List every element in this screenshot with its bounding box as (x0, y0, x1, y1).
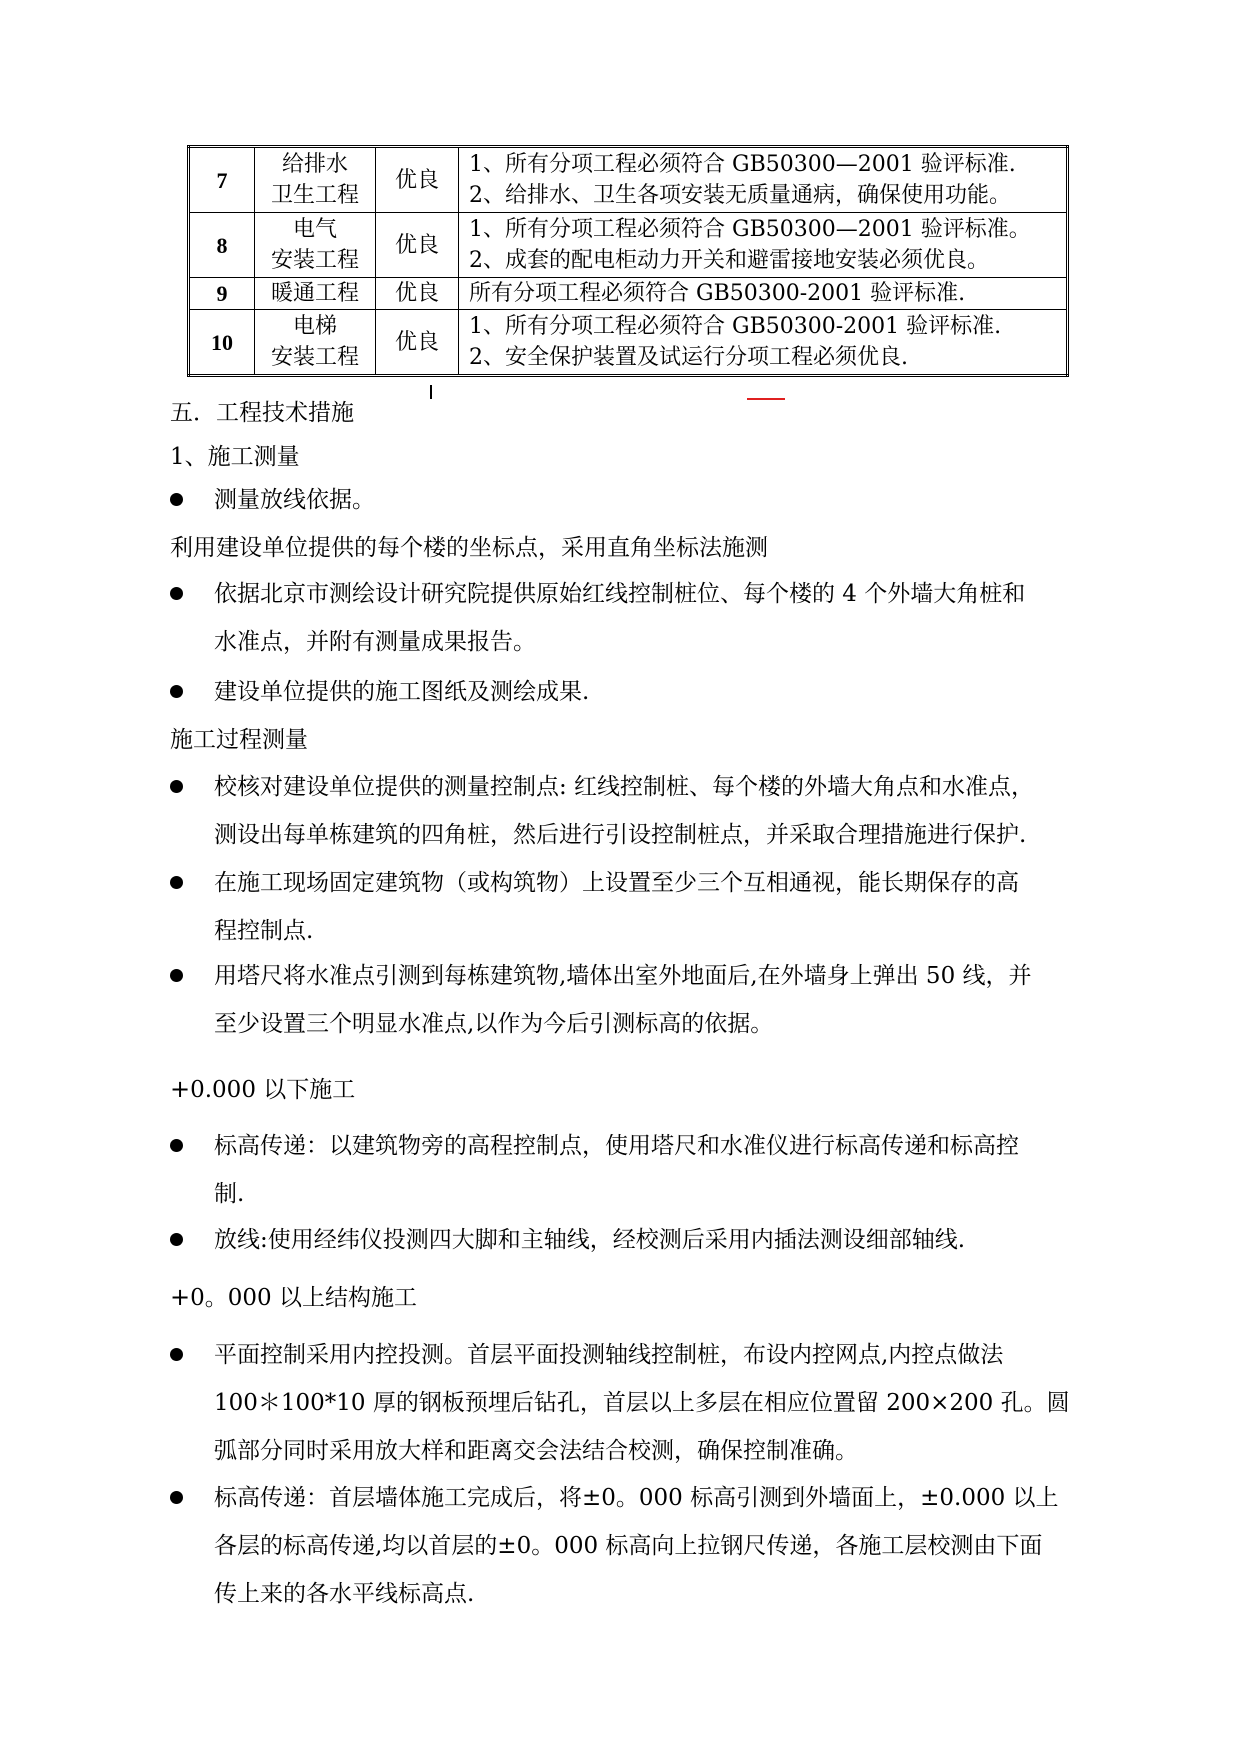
bullet-icon (170, 1348, 183, 1361)
bullet-icon (170, 876, 183, 889)
item-name: 电梯 安装工程 (255, 310, 376, 376)
text-cursor-mark (430, 385, 432, 399)
quality-grade: 优良 (376, 310, 459, 376)
requirement-text: 所有分项工程必须符合 GB50300-2001 验评标准. (459, 278, 1068, 310)
bullet-text: 测量放线依据。 (214, 487, 375, 513)
bullet-icon (170, 1491, 183, 1504)
sub-heading: +0。000 以上结构施工 (170, 1283, 417, 1311)
requirement-text: 1、所有分项工程必须符合 GB50300—2001 验评标准. 2、给排水、卫生各项安装无质量通病，确保使用功能。 (459, 147, 1068, 213)
quality-grade: 优良 (376, 278, 459, 310)
bullet-text: 建设单位提供的施工图纸及测绘成果. (214, 679, 590, 705)
bullet-text: 放线:使用经纬仪投测四大脚和主轴线，经校测后采用内插法测设细部轴线. (214, 1227, 966, 1253)
table-row (189, 147, 1068, 213)
bullet-icon (170, 587, 183, 600)
bullet-icon (170, 1233, 183, 1246)
bullet-text: 用塔尺将水准点引测到每栋建筑物,墙体出室外地面后,在外墙身上弹出 50 线，并 至少设置三个明显水准点,以作为今后引测标高的依据。 (214, 963, 1032, 1037)
row-number: 8 (189, 213, 255, 278)
bullet-text: 在施工现场固定建筑物（或构筑物）上设置至少三个互相通视，能长期保存的高 程控制点. (214, 870, 1019, 944)
subsection-title: 1、施工测量 (170, 444, 300, 470)
requirement-text: 1、所有分项工程必须符合 GB50300—2001 验评标准。 2、成套的配电柜动力开关和避雷接地安装必须优良。 (459, 213, 1068, 278)
bullet-icon (170, 969, 183, 982)
quality-grade: 优良 (376, 147, 459, 213)
bullet-icon (170, 493, 183, 506)
item-name: 电气 安装工程 (255, 213, 376, 278)
sub-heading: +0.000 以下施工 (170, 1075, 356, 1103)
sub-heading: 施工过程测量 (170, 727, 308, 753)
quality-grade: 优良 (376, 213, 459, 278)
item-name: 暖通工程 (255, 278, 376, 310)
requirement-text: 1、所有分项工程必须符合 GB50300-2001 验评标准. 2、安全保护装置及试运行分项工程必须优良. (459, 310, 1068, 376)
bullet-text: 校核对建设单位提供的测量控制点: 红线控制桩、每个楼的外墙大角点和水准点， 测设出每单栋建筑的四角桩，然后进行引设控制桩点，并采取合理措施进行保护. (214, 774, 1035, 848)
section-title: 五．工程技术措施 (170, 400, 354, 426)
table-row (189, 213, 1068, 278)
item-name: 给排水 卫生工程 (255, 147, 376, 213)
table-row (189, 278, 1068, 310)
row-number: 7 (189, 147, 255, 213)
bullet-icon (170, 780, 183, 793)
bullet-text: 标高传递：首层墙体施工完成后，将±0。000 标高引测到外墙面上，±0.000 以上 各层的标高传递,均以首层的±0。000 标高向上拉钢尺传递，各施工层校测由下面 传上来的各水平线标高点. (214, 1485, 1059, 1607)
table-row (189, 310, 1068, 376)
bullet-icon (170, 685, 183, 698)
row-number: 9 (189, 278, 255, 310)
quality-standards-table (187, 145, 1069, 377)
bullet-icon (170, 1139, 183, 1152)
bullet-text: 依据北京市测绘设计研究院提供原始红线控制桩位、每个楼的 4 个外墙大角桩和 水准点，并附有测量成果报告。 (214, 581, 1026, 655)
red-underline-mark (747, 398, 785, 400)
row-number: 10 (189, 310, 255, 376)
paragraph: 利用建设单位提供的每个楼的坐标点，采用直角坐标法施测 (170, 535, 768, 561)
bullet-text: 平面控制采用内控投测。首层平面投测轴线控制桩，布设内控网点,内控点做法 100＊100*10 厚的钢板预埋后钻孔，首层以上多层在相应位置留 200×200 孔。圆 弧部分同时采用放大样和距离交会法结合校测，确保控制准确。 (214, 1342, 1070, 1464)
bullet-text: 标高传递：以建筑物旁的高程控制点，使用塔尺和水准仪进行标高传递和标高控 制. (214, 1133, 1019, 1207)
